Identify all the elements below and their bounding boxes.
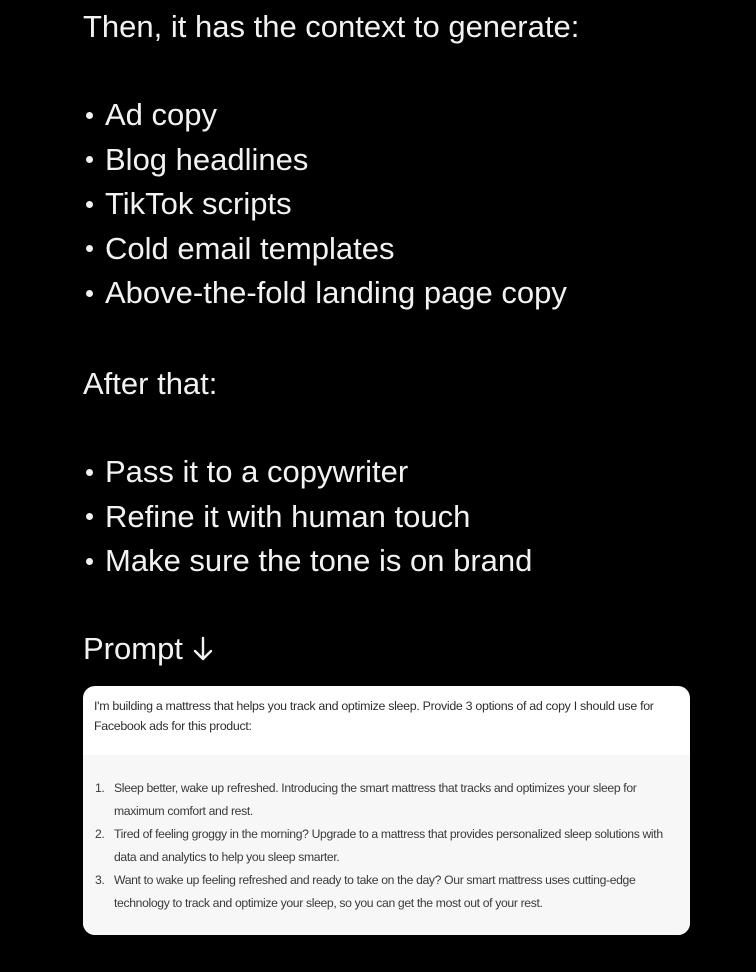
response-item-number: 2. (95, 827, 105, 841)
list-item-label: TikTok scripts (105, 186, 292, 221)
after-heading: After that: (83, 366, 218, 401)
list-item-label: Make sure the tone is on brand (105, 543, 533, 578)
list-item (83, 93, 567, 138)
list-item-label: Cold email templates (105, 230, 395, 266)
response-list (93, 777, 680, 915)
response-item-text: Sleep better, wake up refreshed. Introducing the smart mattress that tracks and optimizes your sleep for maximum comfort and rest. (114, 781, 637, 818)
list-item-label: Above-the-fold landing page copy (105, 275, 567, 310)
response-item (93, 869, 680, 915)
bullet-icon (86, 112, 93, 119)
bullet-icon (86, 290, 93, 297)
response-item (93, 777, 680, 823)
bullet-icon (86, 245, 93, 252)
prompt-heading-label: Prompt (83, 631, 183, 666)
list-item (83, 271, 567, 316)
assistant-response (83, 755, 690, 935)
list-item-label: Pass it to a copywriter (105, 454, 409, 489)
prompt-heading (83, 630, 214, 668)
response-item-number: 3. (95, 873, 105, 887)
list-item (83, 138, 567, 183)
after-list (83, 450, 532, 584)
list-item (83, 182, 567, 227)
intro-text: Then, it has the context to generate: (83, 9, 580, 44)
bullet-icon (86, 201, 93, 208)
list-item (83, 450, 532, 495)
user-prompt-message: I'm building a mattress that helps you track and optimize sleep. Provide 3 options of ad copy I should use for Facebook ads for this product: (94, 699, 654, 733)
response-item-number: 1. (95, 781, 105, 795)
list-item-label: Ad copy (105, 97, 218, 132)
bullet-icon (86, 558, 93, 565)
list-item (83, 539, 532, 584)
list-item-label: Refine it with human touch (105, 498, 471, 534)
arrow-down-icon (192, 635, 214, 663)
generate-list (83, 93, 567, 316)
bullet-icon (86, 513, 93, 520)
list-item (83, 495, 532, 540)
response-item-text: Tired of feeling groggy in the morning? Upgrade to a mattress that provides personalized sleep solutions with data and analytics to help you sleep smarter. (114, 827, 663, 864)
bullet-icon (86, 156, 93, 163)
bullet-icon (86, 469, 93, 476)
response-item (93, 823, 680, 869)
list-item (83, 227, 567, 272)
chat-screenshot-card (83, 686, 690, 935)
list-item-label: Blog headlines (105, 141, 309, 177)
response-item-text: Want to wake up feeling refreshed and ready to take on the day? Our smart mattress uses cutting-edge technology to track and optimize your sleep, so you can get the most out of your rest. (114, 873, 636, 910)
